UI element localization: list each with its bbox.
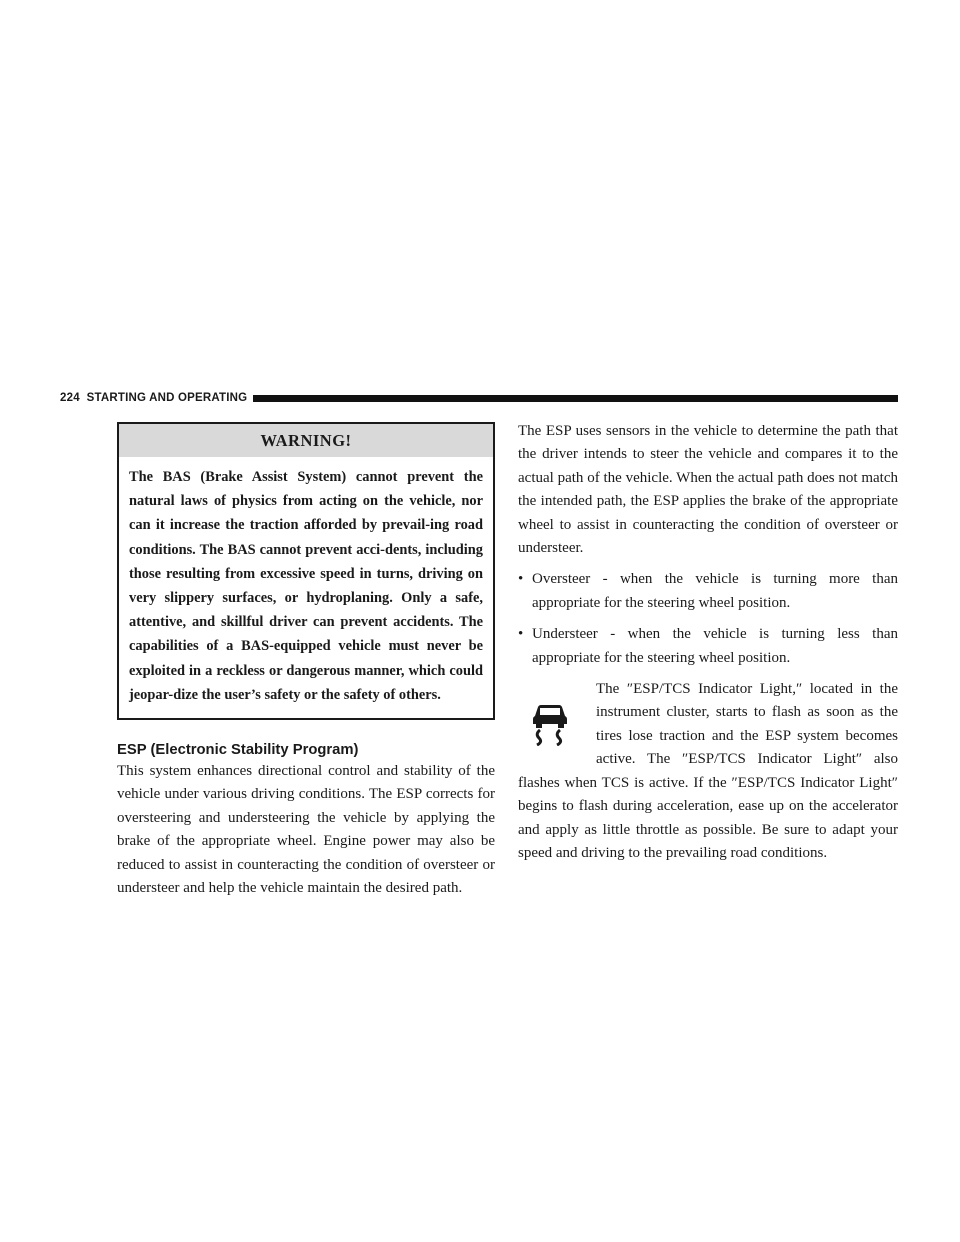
esp-intro-paragraph: This system enhances directional control and stability of the vehicle under various driving conditions. The ESP corrects for oversteering and understeering the vehicle by applying the brake of the appropriate wheel. Engine power may also be reduced to assist in counteracting the condition of oversteer or understeer and help the vehicle maintain the desired path. [117, 763, 495, 897]
right-column [518, 420, 898, 865]
warning-title: WARNING! [119, 424, 493, 457]
left-column [117, 422, 495, 900]
header-rule [253, 395, 898, 402]
bullet-icon: • [518, 626, 524, 643]
warning-text: The BAS (Brake Assist System) cannot prevent the natural laws of physics from acting on the vehicle, nor can it increase the traction afforded by prevail-ing road conditions. The BAS cannot prevent acci-dents, including those resulting from excessive speed in turns, driving on very slippery surfaces, or hydroplaning. Only a safe, attentive, and skillful driver can prevent accidents. The capabilities of a BAS-equipped vehicle must never be exploited in a reckless or dangerous manner, which could jeopar-dize the user’s safety or the safety of others. [129, 469, 483, 703]
section-title: STARTING AND OPERATING [86, 392, 248, 404]
esp-heading: ESP (Electronic Stability Program) [117, 742, 359, 759]
bullet-text-understeer: Understeer - when the vehicle is turning less than appropriate for the steering wheel position. [532, 626, 898, 666]
bullet-text-oversteer: Oversteer - when the vehicle is turning more than appropriate for the steering wheel position. [532, 571, 898, 611]
page-header [60, 390, 898, 406]
esp-sensors-paragraph: The ESP uses sensors in the vehicle to determine the path that the driver intends to steer the vehicle and compares it to the actual path of the vehicle. When the actual path does not match the intended path, the ESP applies the brake of the appropriate wheel to assist in counteracting the condition of oversteer or understeer. [518, 423, 898, 557]
esp-indicator-paragraph [518, 678, 898, 865]
bullet-icon: • [518, 571, 524, 588]
page-header-text [60, 392, 253, 404]
esp-indicator-text: The ″ESP/TCS Indicator Light,″ located in the instrument cluster, starts to flash as soon as the tires lose traction and the ESP system becomes active. The ″ESP/TCS Indicator Light″ also flashes when TCS is active. If the ″ESP/TCS Indicator Light″ begins to flash during acceleration, ease up on the accelerator and apply as little throttle as possible. Be sure to adapt your speed and driving to the prevailing road conditions. [518, 681, 898, 861]
list-item [518, 568, 898, 615]
steer-condition-list [518, 568, 898, 670]
page-number: 224 [60, 392, 80, 404]
warning-box [117, 422, 495, 720]
esp-skidding-car-icon [532, 702, 568, 746]
list-item [518, 623, 898, 670]
